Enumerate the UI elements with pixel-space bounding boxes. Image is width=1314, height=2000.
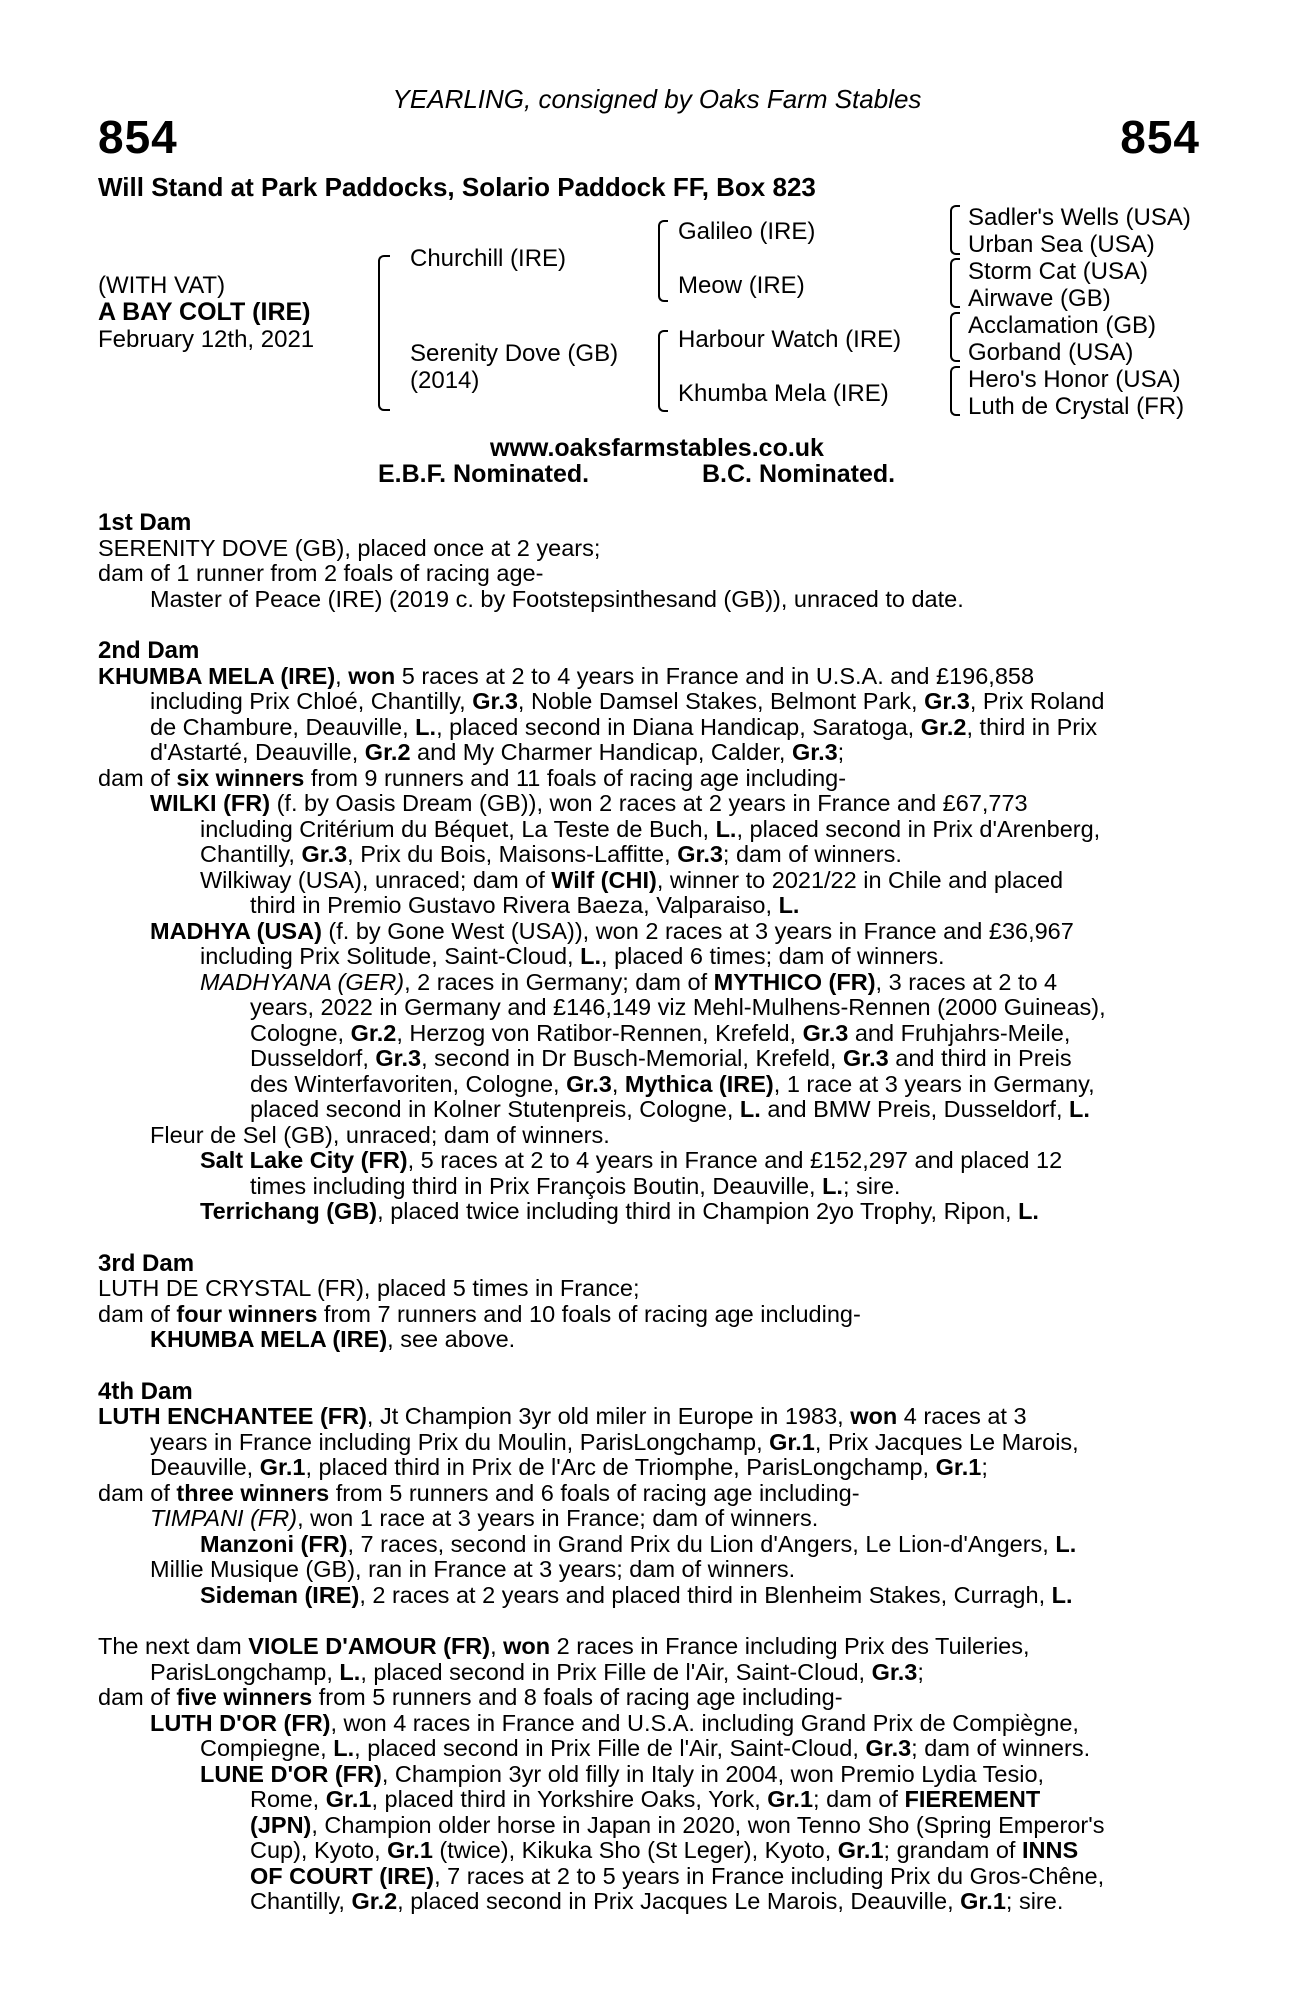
- dam-dam: Khumba Mela (IRE): [678, 380, 889, 407]
- second-dam-line: MADHYANA (GER), 2 races in Germany; dam of MYTHICO (FR), 3 races at 2 to 4: [200, 968, 1058, 995]
- gg-7: Hero's Honor (USA): [968, 366, 1181, 393]
- next-dam-line: The next dam VIOLE D'AMOUR (FR), won 2 races in France including Prix des Tuileries,: [98, 1633, 1030, 1659]
- pedigree-brace-dam: [658, 330, 668, 412]
- second-dam-line: Chantilly, Gr.3, Prix du Bois, Maisons-Laffitte, Gr.3; dam of winners.: [200, 841, 902, 867]
- section-fourth-dam: 4th Dam: [98, 1377, 193, 1405]
- stand-location: Will Stand at Park Paddocks, Solario Paddock FF, Box 823: [98, 172, 816, 202]
- next-dam-line: Rome, Gr.1, placed third in Yorkshire Oaks, York, Gr.1; dam of FIEREMENT: [250, 1786, 1041, 1812]
- sire-dam: Meow (IRE): [678, 272, 805, 299]
- gg-2: Urban Sea (USA): [968, 231, 1155, 258]
- gg-5: Acclamation (GB): [968, 312, 1157, 339]
- next-dam-line: Chantilly, Gr.2, placed second in Prix Jacques Le Marois, Deauville, Gr.1; sire.: [250, 1888, 1064, 1914]
- fourth-dam-line: Millie Musique (GB), ran in France at 3 years; dam of winners.: [150, 1556, 796, 1582]
- second-dam-line: Dusseldorf, Gr.3, second in Dr Busch-Memorial, Krefeld, Gr.3 and third in Preis: [250, 1045, 1072, 1071]
- second-dam-line: WILKI (FR) (f. by Oasis Dream (GB)), won 2 races at 2 years in France and £67,773: [150, 790, 1028, 816]
- pedigree-brace-main: [378, 255, 390, 411]
- dam-name: Serenity Dove (GB): [410, 340, 619, 367]
- horse-dob: February 12th, 2021: [98, 326, 315, 353]
- dam-year: (2014): [410, 367, 480, 394]
- third-dam-line: KHUMBA MELA (IRE), see above.: [150, 1326, 516, 1352]
- next-dam-line: Compiegne, L., placed second in Prix Fille de l'Air, Saint-Cloud, Gr.3; dam of winners.: [200, 1735, 1091, 1761]
- gg-3: Storm Cat (USA): [968, 258, 1149, 285]
- vat-label: (WITH VAT): [98, 272, 226, 299]
- consignment-subtitle: YEARLING, consigned by Oaks Farm Stables: [392, 84, 922, 114]
- second-dam-line: KHUMBA MELA (IRE), won 5 races at 2 to 4 years in France and in U.S.A. and £196,858: [98, 662, 1035, 689]
- section-first-dam: 1st Dam: [98, 509, 192, 536]
- next-dam-line: LUTH D'OR (FR), won 4 races in France and U.S.A. including Grand Prix de Compiègne,: [150, 1709, 1079, 1736]
- pedigree-brace-sire: [658, 220, 668, 302]
- second-dam-line: Fleur de Sel (GB), unraced; dam of winners.: [150, 1121, 610, 1148]
- pedigree-brace-g2: [950, 258, 960, 308]
- fourth-dam-line: Manzoni (FR), 7 races, second in Grand Prix du Lion d'Angers, Le Lion-d'Angers, L.: [200, 1530, 1077, 1557]
- next-dam-line: LUNE D'OR (FR), Champion 3yr old filly in Italy in 2004, won Premio Lydia Tesio,: [200, 1760, 1045, 1787]
- next-dam-line: ParisLongchamp, L., placed second in Prix Fille de l'Air, Saint-Cloud, Gr.3;: [150, 1658, 924, 1685]
- next-dam-line: dam of five winners from 5 runners and 8 foals of racing age including-: [98, 1684, 843, 1710]
- second-dam-line: years, 2022 in Germany and £146,149 viz Mehl-Mulhens-Rennen (2000 Guineas),: [250, 994, 1106, 1020]
- website: www.oaksfarmstables.co.uk: [490, 434, 824, 462]
- second-dam-line: des Winterfavoriten, Cologne, Gr.3, Mythica (IRE), 1 race at 3 years in Germany,: [250, 1070, 1095, 1097]
- third-dam-line: dam of four winners from 7 runners and 10 foals of racing age including-: [98, 1300, 861, 1327]
- fourth-dam-line: Deauville, Gr.1, placed third in Prix de l'Arc de Triomphe, ParisLongchamp, Gr.1;: [150, 1454, 988, 1480]
- sire-name: Churchill (IRE): [410, 245, 567, 272]
- fourth-dam-line: dam of three winners from 5 runners and 6 foals of racing age including-: [98, 1479, 860, 1506]
- second-dam-line: including Critérium du Béquet, La Teste de Buch, L., placed second in Prix d'Arenberg,: [200, 815, 1101, 842]
- next-dam-line: Cup), Kyoto, Gr.1 (twice), Kikuka Sho (St Leger), Kyoto, Gr.1; grandam of INNS: [250, 1837, 1079, 1863]
- next-dam-line: OF COURT (IRE), 7 races at 2 to 5 years in France including Prix du Gros-Chêne,: [250, 1862, 1105, 1889]
- ebf-nomination: E.B.F. Nominated.: [378, 460, 590, 488]
- first-dam-line: SERENITY DOVE (GB), placed once at 2 years;: [98, 534, 601, 561]
- fourth-dam-line: TIMPANI (FR), won 1 race at 3 years in France; dam of winners.: [150, 1505, 819, 1531]
- bc-nomination: B.C. Nominated.: [702, 460, 896, 488]
- second-dam-line: d'Astarté, Deauville, Gr.2 and My Charmer Handicap, Calder, Gr.3;: [150, 739, 845, 765]
- lot-number-left: 854: [98, 111, 178, 163]
- fourth-dam-line: Sideman (IRE), 2 races at 2 years and placed third in Blenheim Stakes, Curragh, L.: [200, 1581, 1073, 1608]
- dam-sire: Harbour Watch (IRE): [678, 326, 902, 353]
- second-dam-line: Salt Lake City (FR), 5 races at 2 to 4 years in France and £152,297 and placed 12: [200, 1147, 1063, 1173]
- gg-8: Luth de Crystal (FR): [968, 393, 1185, 420]
- pedigree-brace-g1: [950, 205, 960, 255]
- pedigree-brace-g3: [950, 312, 960, 362]
- horse-name: A BAY COLT (IRE): [98, 298, 311, 326]
- gg-4: Airwave (GB): [968, 285, 1111, 312]
- third-dam-line: LUTH DE CRYSTAL (FR), placed 5 times in France;: [98, 1275, 640, 1301]
- fourth-dam-line: years in France including Prix du Moulin, ParisLongchamp, Gr.1, Prix Jacques Le Marois,: [150, 1428, 1079, 1455]
- second-dam-line: Terrichang (GB), placed twice including third in Champion 2yo Trophy, Ripon, L.: [200, 1198, 1039, 1224]
- gg-6: Gorband (USA): [968, 339, 1134, 366]
- first-dam-line: Master of Peace (IRE) (2019 c. by Footstepsinthesand (GB)), unraced to date.: [150, 585, 964, 612]
- second-dam-line: dam of six winners from 9 runners and 11 foals of racing age including-: [98, 764, 847, 791]
- second-dam-line: Cologne, Gr.2, Herzog von Ratibor-Rennen, Krefeld, Gr.3 and Fruhjahrs-Meile,: [250, 1019, 1071, 1046]
- next-dam-line: (JPN), Champion older horse in Japan in 2020, won Tenno Sho (Spring Emperor's: [250, 1811, 1105, 1838]
- sire-sire: Galileo (IRE): [678, 218, 816, 245]
- second-dam-line: MADHYA (USA) (f. by Gone West (USA)), won 2 races at 3 years in France and £36,967: [150, 917, 1074, 944]
- catalogue-body: [98, 510, 1202, 1915]
- lot-number-right: 854: [1120, 111, 1200, 163]
- first-dam-line: dam of 1 runner from 2 foals of racing age-: [98, 560, 544, 586]
- second-dam-line: de Chambure, Deauville, L., placed second in Diana Handicap, Saratoga, Gr.2, third in Prix: [150, 713, 1098, 740]
- section-second-dam: 2nd Dam: [98, 637, 200, 664]
- second-dam-line: third in Premio Gustavo Rivera Baeza, Valparaiso, L.: [250, 892, 800, 918]
- fourth-dam-line: LUTH ENCHANTEE (FR), Jt Champion 3yr old miler in Europe in 1983, won 4 races at 3: [98, 1403, 1027, 1429]
- second-dam-line: including Prix Solitude, Saint-Cloud, L., placed 6 times; dam of winners.: [200, 943, 945, 969]
- second-dam-line: Wilkiway (USA), unraced; dam of Wilf (CHI), winner to 2021/22 in Chile and placed: [200, 866, 1064, 893]
- gg-1: Sadler's Wells (USA): [968, 204, 1191, 231]
- pedigree-brace-g4: [950, 366, 960, 416]
- second-dam-line: placed second in Kolner Stutenpreis, Cologne, L. and BMW Preis, Dusseldorf, L.: [250, 1096, 1090, 1122]
- second-dam-line: times including third in Prix François Boutin, Deauville, L.; sire.: [250, 1172, 901, 1199]
- second-dam-line: including Prix Chloé, Chantilly, Gr.3, Noble Damsel Stakes, Belmont Park, Gr.3, Prix Roland: [150, 688, 1105, 714]
- section-third-dam: 3rd Dam: [98, 1249, 195, 1277]
